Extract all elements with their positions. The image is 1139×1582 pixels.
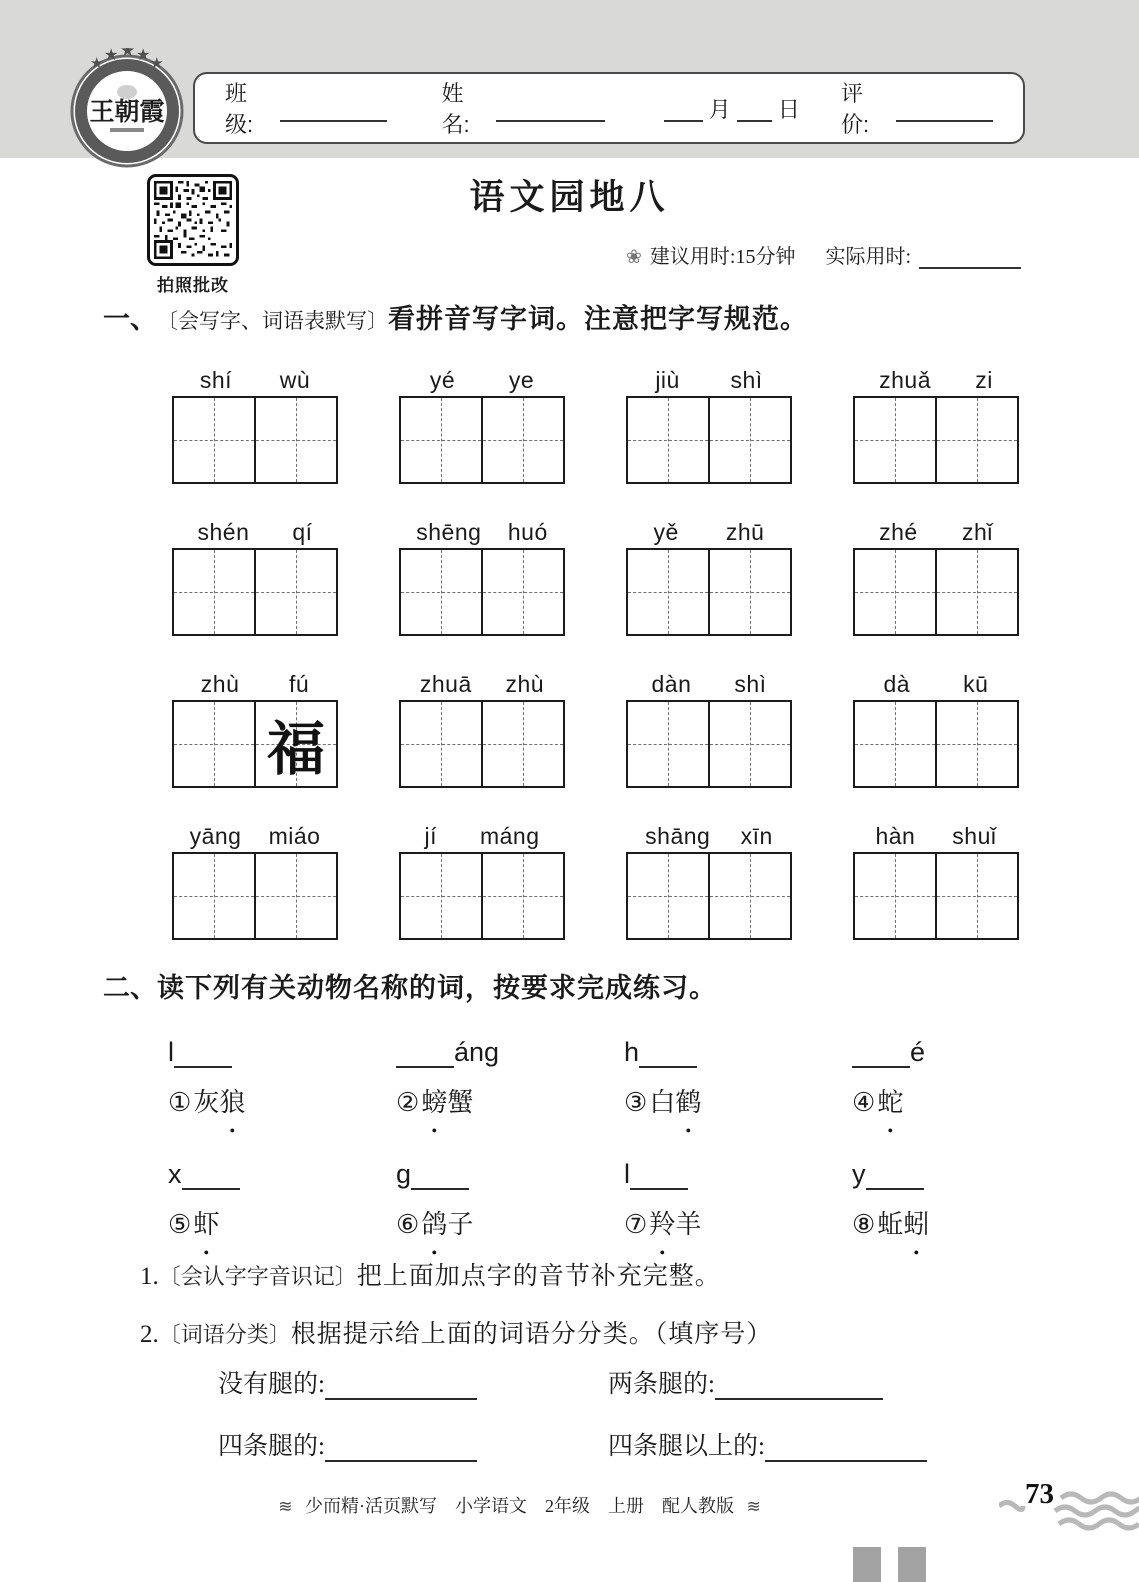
writing-cell[interactable] <box>401 550 481 634</box>
writing-cell[interactable] <box>628 398 708 482</box>
pinyin-label <box>172 660 338 698</box>
writing-grid <box>853 852 1019 940</box>
writing-grid <box>626 396 792 484</box>
writing-grid <box>853 700 1019 788</box>
section2-instruction: 读下列有关动物名称的词，按要求完成练习。 <box>157 973 717 1003</box>
name-label: 姓名: <box>441 81 470 137</box>
pinyin-syllable: qí <box>292 519 313 545</box>
eval-label: 评价: <box>841 81 870 137</box>
word-block <box>172 812 338 940</box>
svg-text:★: ★ <box>136 48 151 64</box>
pinyin-syllable: jí <box>424 823 437 849</box>
pinyin-label <box>853 660 1019 698</box>
pinyin-initial: h <box>624 1037 640 1067</box>
writing-grid <box>172 700 338 788</box>
sub1-text: 把上面加点字的音节补充完整。 <box>356 1263 721 1290</box>
animal-group <box>852 1028 1040 1132</box>
word-number: ⑥ <box>396 1210 420 1239</box>
writing-grid <box>399 852 565 940</box>
pinyin-blank[interactable] <box>174 1036 232 1068</box>
svg-text:★: ★ <box>104 48 119 64</box>
animal-group <box>396 1150 624 1254</box>
pinyin-blank[interactable] <box>866 1158 924 1190</box>
pinyin-syllable: kū <box>963 671 989 697</box>
writing-cell[interactable] <box>174 550 254 634</box>
pinyin-label <box>853 812 1019 850</box>
animal-word <box>624 1204 852 1254</box>
pinyin-syllable: shén <box>197 519 250 545</box>
animal-word <box>396 1082 624 1132</box>
pinyin-initial: x <box>168 1159 182 1189</box>
pinyin-blank-line <box>168 1150 396 1190</box>
month-input-line[interactable] <box>664 94 703 122</box>
writing-cell[interactable] <box>628 702 708 786</box>
pinyin-blank-line <box>168 1028 396 1068</box>
pinyin-initial: l <box>624 1159 630 1189</box>
category-area <box>218 1364 927 1462</box>
section1-tag: 〔会写字、词语表默写〕 <box>157 309 388 333</box>
writing-cell[interactable] <box>708 854 790 938</box>
word-block <box>399 356 565 484</box>
svg-text:★: ★ <box>120 48 136 60</box>
day-label: 日 <box>777 96 800 122</box>
pinyin-syllable: shí <box>199 367 233 393</box>
writing-grid-area <box>172 356 1019 940</box>
sub2-tag: 〔词语分类〕 <box>158 1322 291 1347</box>
word-block <box>853 356 1019 484</box>
pinyin-label <box>399 508 565 546</box>
word-number: ⑧ <box>852 1210 876 1239</box>
category-label: 没有腿的: <box>218 1371 325 1398</box>
pinyin-initial: y <box>852 1159 866 1189</box>
pinyin-label <box>399 660 565 698</box>
word-block <box>626 660 792 788</box>
word-char: 灰 <box>193 1088 220 1117</box>
pinyin-label <box>626 508 792 546</box>
writing-grid <box>399 548 565 636</box>
word-number: ① <box>168 1088 192 1117</box>
animal-group <box>168 1028 396 1132</box>
writing-cell[interactable] <box>174 398 254 482</box>
word-number: ④ <box>852 1088 876 1117</box>
section2-number: 二、 <box>103 973 157 1003</box>
category-item <box>608 1426 927 1462</box>
word-block <box>853 508 1019 636</box>
dotted-char: 鸽 ● <box>421 1204 447 1241</box>
brand-logo-text: 王朝霞 <box>89 97 165 126</box>
animal-group <box>624 1150 852 1254</box>
page-waves-icon <box>999 1476 1139 1538</box>
pinyin-final: áng <box>454 1037 500 1067</box>
pinyin-blank-line <box>852 1028 1040 1068</box>
writing-cell[interactable] <box>401 398 481 482</box>
pinyin-syllable: hàn <box>875 823 916 849</box>
word-number: ⑦ <box>624 1210 648 1239</box>
animal-word <box>168 1204 396 1254</box>
animal-group <box>852 1150 1040 1254</box>
page-title: 语文园地八 <box>469 178 670 217</box>
word-number: ⑤ <box>168 1210 192 1239</box>
sub2-text: 根据提示给上面的词语分分类。（填序号） <box>290 1321 773 1348</box>
pinyin-initial: g <box>396 1159 412 1189</box>
word-block <box>399 660 565 788</box>
pinyin-syllable: shì <box>734 671 767 697</box>
pinyin-syllable: yě <box>653 519 679 545</box>
word-block <box>626 812 792 940</box>
writing-cell[interactable] <box>935 702 1017 786</box>
pinyin-syllable: zhū <box>725 519 765 545</box>
word-char: 羊 <box>675 1210 702 1239</box>
section1-heading <box>103 297 808 336</box>
qr-caption: 拍照批改 <box>157 276 229 295</box>
pinyin-label <box>626 660 792 698</box>
pinyin-syllable: shēng <box>416 519 482 545</box>
pinyin-syllable: shuǐ <box>952 823 997 849</box>
dotted-char: 虾 ● <box>193 1204 219 1241</box>
writing-cell[interactable] <box>628 550 708 634</box>
writing-cell[interactable] <box>254 702 336 786</box>
category-item <box>608 1364 927 1400</box>
writing-cell[interactable] <box>174 854 254 938</box>
writing-cell[interactable] <box>935 550 1017 634</box>
writing-cell[interactable] <box>401 702 481 786</box>
pinyin-syllable: zhé <box>879 519 918 545</box>
writing-cell[interactable] <box>935 854 1017 938</box>
student-info-box <box>193 72 1025 144</box>
footer-line <box>0 1492 1039 1518</box>
writing-grid <box>399 396 565 484</box>
pinyin-syllable: zhǐ <box>961 519 993 545</box>
category-label: 四条腿的: <box>218 1433 325 1460</box>
animal-group <box>624 1028 852 1132</box>
writing-cell[interactable] <box>254 398 336 482</box>
pinyin-blank-line <box>396 1150 624 1190</box>
word-block <box>853 660 1019 788</box>
pinyin-label <box>399 812 565 850</box>
word-block <box>172 660 338 788</box>
animal-word <box>396 1204 624 1254</box>
section2-heading <box>103 966 717 1005</box>
wave-icon: ≋ <box>746 1497 761 1516</box>
writing-cell[interactable] <box>935 398 1017 482</box>
writing-grid <box>172 852 338 940</box>
section1-number: 一、 <box>103 304 157 334</box>
writing-cell[interactable] <box>855 854 935 938</box>
svg-text:★: ★ <box>90 55 104 72</box>
pinyin-syllable: miáo <box>268 823 321 849</box>
sub-question-1 <box>140 1256 721 1292</box>
sub1-number: 1. <box>140 1263 159 1290</box>
category-blank[interactable] <box>765 1430 927 1462</box>
pinyin-syllable: jiù <box>655 367 680 393</box>
page-number-block <box>999 1476 1139 1538</box>
pinyin-label <box>399 356 565 394</box>
pinyin-syllable: ye <box>508 367 535 393</box>
dotted-char: 螃 ● <box>421 1082 447 1119</box>
category-item <box>218 1426 608 1462</box>
pinyin-syllable: zhuā <box>419 671 472 697</box>
word-block <box>399 812 565 940</box>
animal-group <box>168 1150 396 1254</box>
section1-instruction: 看拼音写字词。注意把字写规范。 <box>388 304 808 334</box>
writing-cell[interactable] <box>481 854 563 938</box>
word-char: 蚯 <box>877 1210 904 1239</box>
pinyin-label <box>626 356 792 394</box>
category-label: 两条腿的: <box>608 1371 715 1398</box>
word-block <box>172 356 338 484</box>
word-block <box>626 356 792 484</box>
word-char: 子 <box>447 1210 474 1239</box>
pinyin-syllable: zhuǎ <box>879 367 931 393</box>
class-label: 班级: <box>225 81 254 137</box>
pinyin-syllable: xīn <box>740 823 773 849</box>
pinyin-label <box>853 356 1019 394</box>
word-number: ② <box>396 1088 420 1117</box>
dotted-char: 狼 ● <box>219 1082 245 1119</box>
time-line <box>626 240 1021 269</box>
writing-grid <box>172 548 338 636</box>
eval-input-line[interactable] <box>896 94 993 122</box>
pinyin-blank[interactable] <box>396 1036 454 1068</box>
writing-cell[interactable] <box>855 398 935 482</box>
animal-word <box>168 1082 396 1132</box>
writing-cell[interactable] <box>254 854 336 938</box>
word-char: 蟹 <box>447 1088 474 1117</box>
pinyin-label <box>172 812 338 850</box>
flower-icon: ❀ <box>626 247 642 268</box>
writing-grid <box>626 700 792 788</box>
svg-text:★: ★ <box>150 55 164 72</box>
writing-cell[interactable] <box>708 702 790 786</box>
writing-grid <box>626 852 792 940</box>
pinyin-blank[interactable] <box>639 1036 697 1068</box>
writing-cell[interactable] <box>481 702 563 786</box>
pinyin-syllable: wù <box>279 367 311 393</box>
dotted-char: 蛇 ● <box>877 1082 903 1119</box>
writing-cell[interactable] <box>481 550 563 634</box>
pinyin-blank[interactable] <box>630 1158 688 1190</box>
writing-cell[interactable] <box>174 702 254 786</box>
animal-word <box>852 1204 1040 1254</box>
category-item <box>218 1364 608 1400</box>
pinyin-syllable: zhù <box>505 671 545 697</box>
writing-cell[interactable] <box>481 398 563 482</box>
pinyin-syllable: dàn <box>651 671 692 697</box>
writing-cell[interactable] <box>708 550 790 634</box>
pinyin-blank-line <box>396 1028 624 1068</box>
writing-cell[interactable] <box>855 550 935 634</box>
pinyin-blank[interactable] <box>182 1158 240 1190</box>
pinyin-syllable: máng <box>479 823 540 849</box>
pinyin-syllable: fú <box>289 671 310 697</box>
pinyin-syllable: zhù <box>200 671 240 697</box>
writing-cell[interactable] <box>628 854 708 938</box>
writing-cell[interactable] <box>401 854 481 938</box>
animal-word-area <box>168 1028 1040 1254</box>
brand-logo-icon <box>66 48 188 170</box>
writing-cell[interactable] <box>855 702 935 786</box>
animal-word <box>852 1082 1040 1132</box>
pinyin-label <box>172 356 338 394</box>
writing-grid <box>853 396 1019 484</box>
pinyin-final: é <box>910 1037 926 1067</box>
word-block <box>626 508 792 636</box>
category-blank[interactable] <box>325 1430 477 1462</box>
word-block <box>172 508 338 636</box>
sub-question-2 <box>140 1314 772 1350</box>
category-label: 四条腿以上的: <box>608 1433 765 1460</box>
pinyin-syllable: zi <box>975 367 993 393</box>
pinyin-blank-line <box>624 1150 852 1190</box>
dotted-char: 蚓 ● <box>903 1204 929 1241</box>
pinyin-initial: l <box>168 1037 174 1067</box>
pinyin-syllable: shì <box>730 367 763 393</box>
writing-grid <box>172 396 338 484</box>
actual-time-input-line[interactable] <box>919 245 1021 269</box>
animal-word <box>624 1082 852 1132</box>
day-input-line[interactable] <box>737 94 772 122</box>
pinyin-blank[interactable] <box>411 1158 469 1190</box>
class-input-line[interactable] <box>280 94 387 122</box>
pinyin-syllable: huó <box>507 519 548 545</box>
sub1-tag: 〔会认字字音识记〕 <box>158 1264 357 1289</box>
word-number: ③ <box>624 1088 648 1117</box>
category-blank[interactable] <box>325 1368 477 1400</box>
footer-bar <box>853 1547 881 1582</box>
pinyin-blank-line <box>624 1028 852 1068</box>
pinyin-blank[interactable] <box>852 1036 910 1068</box>
pinyin-label <box>853 508 1019 546</box>
word-block <box>853 812 1019 940</box>
page-number: 73 <box>1025 1478 1054 1510</box>
animal-group <box>396 1028 624 1132</box>
writing-grid <box>853 548 1019 636</box>
suggested-time-text: 建议用时:15分钟 <box>649 246 796 268</box>
pinyin-label <box>626 812 792 850</box>
prefilled-char: 福 <box>266 715 325 783</box>
writing-cell[interactable] <box>708 398 790 482</box>
word-block <box>399 508 565 636</box>
sub2-number: 2. <box>140 1321 159 1348</box>
name-input-line[interactable] <box>496 94 605 122</box>
pinyin-syllable: yé <box>429 367 456 393</box>
writing-grid <box>626 548 792 636</box>
word-char: 白 <box>649 1088 676 1117</box>
pinyin-syllable: dà <box>883 671 911 697</box>
dotted-char: 鹤 ● <box>675 1082 701 1119</box>
pinyin-syllable: shāng <box>645 823 711 849</box>
dotted-char: 羚 ● <box>649 1204 675 1241</box>
pinyin-blank-line <box>852 1150 1040 1190</box>
writing-cell[interactable] <box>254 550 336 634</box>
actual-time-label: 实际用时: <box>825 246 912 268</box>
month-label: 月 <box>708 96 731 122</box>
pinyin-label <box>172 508 338 546</box>
wave-icon: ≋ <box>278 1497 293 1516</box>
brand-logo <box>66 48 188 170</box>
category-blank[interactable] <box>715 1368 883 1400</box>
footer-text: 少而精·活页默写 小学语文 2年级 上册 配人教版 <box>305 1496 734 1516</box>
writing-grid <box>399 700 565 788</box>
pinyin-syllable: yāng <box>189 823 242 849</box>
footer-bar <box>898 1547 926 1582</box>
